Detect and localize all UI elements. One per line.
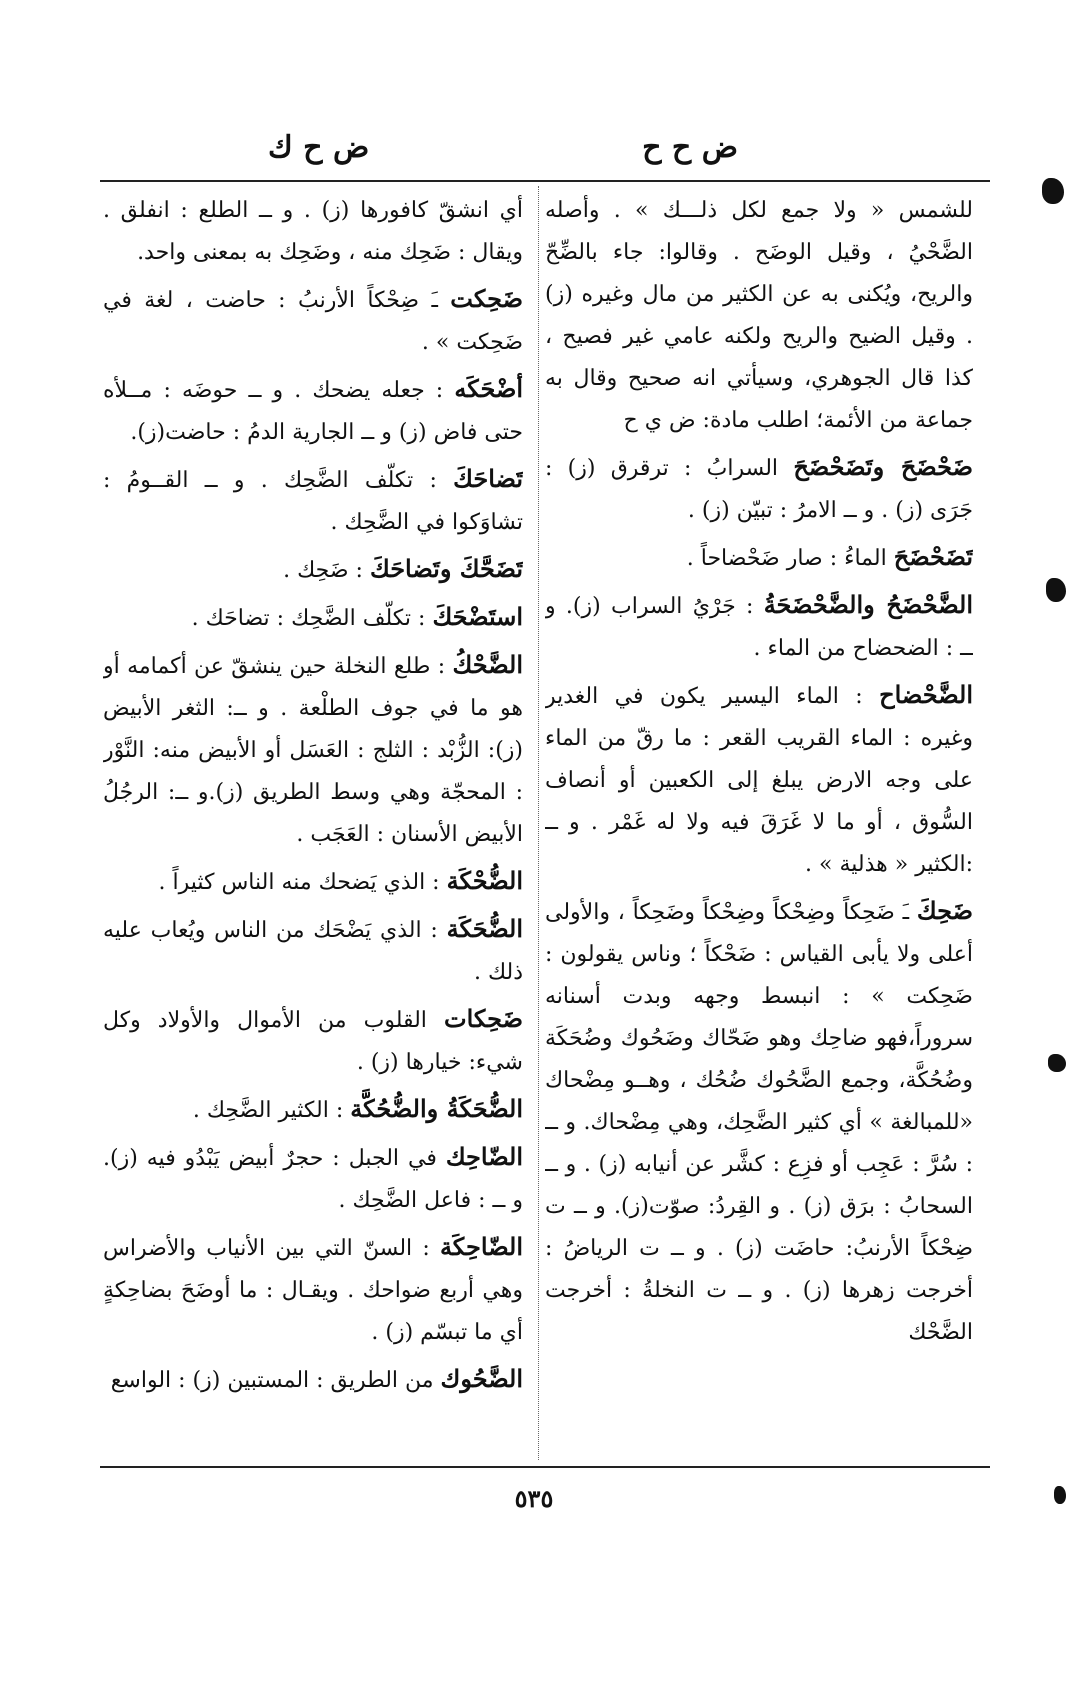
definition: القلوب من الأموال والأولاد وكل شيء: خيارها (ز) . bbox=[103, 1008, 523, 1075]
entry bbox=[103, 1088, 523, 1132]
definition: : الذي يَضْحَك من الناس ويُعاب عليه ذلك . bbox=[103, 918, 523, 985]
definition: : جعله يضحك . و ــ حوضَه : مــلأه حتى فاض (ز) و ــ الجارية الدمُ : حاضت(ز). bbox=[103, 378, 523, 445]
definition: أي انشقّ كافورها (ز) . و ــ الطلع : انفلق . ويقال : ضَحِك منه ، وضَحِك به بمعنى واحد. bbox=[103, 198, 523, 265]
headword: تَضَحَّكَ وتَضاحَكَ bbox=[369, 554, 523, 583]
entry bbox=[103, 644, 523, 856]
definition: الماءُ : صار ضَحْضاحاً . bbox=[686, 546, 894, 571]
headword: ضَحِكات bbox=[443, 1004, 523, 1033]
definition: : الكثير الضَّحِك . bbox=[192, 1098, 351, 1123]
entry bbox=[545, 584, 973, 670]
entry bbox=[103, 908, 523, 994]
definition: : تكلّف الضَّحِك . و ــ القــومُ : تشاوَكوا في الضَّحِك . bbox=[103, 468, 523, 535]
headword: ضَحْضَحَ وتَضَحْضَحَ bbox=[793, 452, 973, 481]
running-header-left: ض ح ك bbox=[268, 130, 370, 165]
entry bbox=[103, 1136, 523, 1222]
entry bbox=[545, 446, 973, 532]
entry bbox=[545, 890, 973, 1354]
bottom-rule bbox=[100, 1466, 990, 1468]
entry bbox=[103, 278, 523, 364]
left-column bbox=[103, 188, 523, 1460]
headword: الضَّحْكُ bbox=[452, 650, 523, 679]
entry bbox=[103, 860, 523, 904]
entry bbox=[103, 998, 523, 1084]
headword: تَضاحَكَ bbox=[453, 464, 523, 493]
definition: للشمس « ولا جمع لكل ذلـــك » . وأصله الضَّحْيُ ، وقيل الوضَح . وقالوا: جاء بالضِّحّ والريح، ويُكنى به عن الكثير من مال وغيره (ز) . وقيل الضيح والريح ولكنه عامي غير فصيح ، كذا قال الجوهري، وسيأتي انه صحيح وقال به جماعة من الأئمة؛ اطلب مادة: ض ي ح bbox=[545, 198, 973, 433]
definition: ـَ ضَحِكاً وضِحْكاً وضِحْكاً وضَحِكاً ، والأولى أعلى ولا يأبى القياس : ضَحْكاً ؛ وناس يقولون : ضَحِكت » : انبسط وجهه وبدت أسنانه سروراً،فهو ضاحِك وهو ضَحّاك وضَحُوك وضُحَكَة وضُحُكَّة، وجمع الضَّحُوك ضُحُك ، وهــو مِضْحاك «للمبالغة » أي كثير الضَّحِك، وهي مِضْحاك. و ــ : سُرَّ : عَجِب أو فزِع : كشَّر عن أنيابه (ز) . و ــ السحابُ : برَق (ز) . و القِردُ: صوّت(ز). و ــ ت ضِحْكاً الأرنبُ: حاضَت (ز) . و ــ ت الرياضُ : أخرجت زهرها (ز) . و ــ ت النخلةُ : أخرجت الضَّحْك bbox=[545, 900, 973, 1345]
entry bbox=[103, 1226, 523, 1354]
entry bbox=[103, 596, 523, 640]
scan-blot bbox=[1046, 578, 1066, 602]
definition: من الطريق : المستبين (ز) : الواسع bbox=[110, 1368, 441, 1393]
entry bbox=[545, 188, 973, 442]
top-rule bbox=[100, 180, 990, 182]
definition: : تكلّف الضَّحِك : تضاحَك . bbox=[191, 606, 433, 631]
right-column bbox=[545, 188, 973, 1460]
headword: الضُّحَكَة bbox=[446, 914, 523, 943]
running-header-right: ض ح ح bbox=[642, 130, 738, 165]
definition: : طلع النخلة حين ينشقّ عن أكمامه أو هو ما في جوف الطلْعة . و ــ: الثغر الأبيض (ز): الزُّبْد : الثلج : العَسَل أو الأبيض منه: النَّوْر : المحجّة وهي وسط الطريق (ز).و ــ: الرجُلُ الأبيض الأسنان : العَجَب . bbox=[103, 654, 523, 847]
definition: : جَرْيُ السراب (ز). و ــ : الضحضاح من الماء . bbox=[545, 594, 973, 661]
definition: : ضَحِك . bbox=[283, 558, 370, 583]
definition: في الجبل : حجرٌ أبيض يَبْدُو فيه (ز). و ــ : فاعل الضَّحِك . bbox=[103, 1146, 523, 1213]
headword: الضّاحِك bbox=[445, 1142, 523, 1171]
entry bbox=[103, 458, 523, 544]
entry bbox=[103, 188, 523, 274]
headword: استَضْحَكَ bbox=[432, 602, 523, 631]
headword: ضَحِكت bbox=[450, 284, 523, 313]
entry bbox=[103, 368, 523, 454]
entry bbox=[103, 548, 523, 592]
entry bbox=[545, 674, 973, 886]
column-divider bbox=[538, 186, 539, 1460]
definition: السرابُ : ترقرق (ز) : جَرَى (ز) . و ــ الامرُ : تبيّن (ز) . bbox=[545, 456, 973, 523]
definition: : الماء اليسير يكون في الغدير وغيره : الماء القريب القعر : ما رقّ من الماء على وجه الارض يبلغ إلى الكعبين أو أنصاف السُّوق ، أو ما لا غَرَقَ فيه ولا له غَمْر . و ــ :الكثير « هذلية » . bbox=[545, 684, 973, 877]
page-number: ٥٣٥ bbox=[514, 1484, 554, 1513]
definition: : السنّ التي بين الأنياب والأضراس وهي أربع ضواحك . ويقـال : ما أوضَحَ بضاحِكةٍ أي ما تبسّم (ز) . bbox=[103, 1236, 523, 1345]
headword: الضَّحْضَحُ والضَّحْضَحَةُ bbox=[763, 590, 973, 619]
headword: الضَّحُوك bbox=[440, 1364, 523, 1393]
headword: الضَّحْضاح bbox=[879, 680, 973, 709]
definition: : الذي يَضحك منه الناس كثيراً . bbox=[158, 870, 447, 895]
headword: تَضَحْضَحَ bbox=[893, 542, 973, 571]
headword: أضْحَكَه bbox=[454, 374, 523, 403]
scan-blot bbox=[1054, 1486, 1066, 1504]
headword: الضُّحَكَةُ والضُّحُكَّة bbox=[350, 1094, 523, 1123]
definition: ـَ ضِحْكاً الأرنبُ : حاضت ، لغة في ضَحِكت » . bbox=[103, 288, 523, 355]
entry bbox=[545, 536, 973, 580]
entry bbox=[103, 1358, 523, 1402]
scan-blot bbox=[1042, 178, 1064, 204]
headword: الضّاحِكَة bbox=[439, 1232, 523, 1261]
scan-blot bbox=[1048, 1054, 1066, 1072]
headword: الضُّحْكَة bbox=[446, 866, 523, 895]
headword: ضَحِكَ bbox=[916, 896, 973, 925]
